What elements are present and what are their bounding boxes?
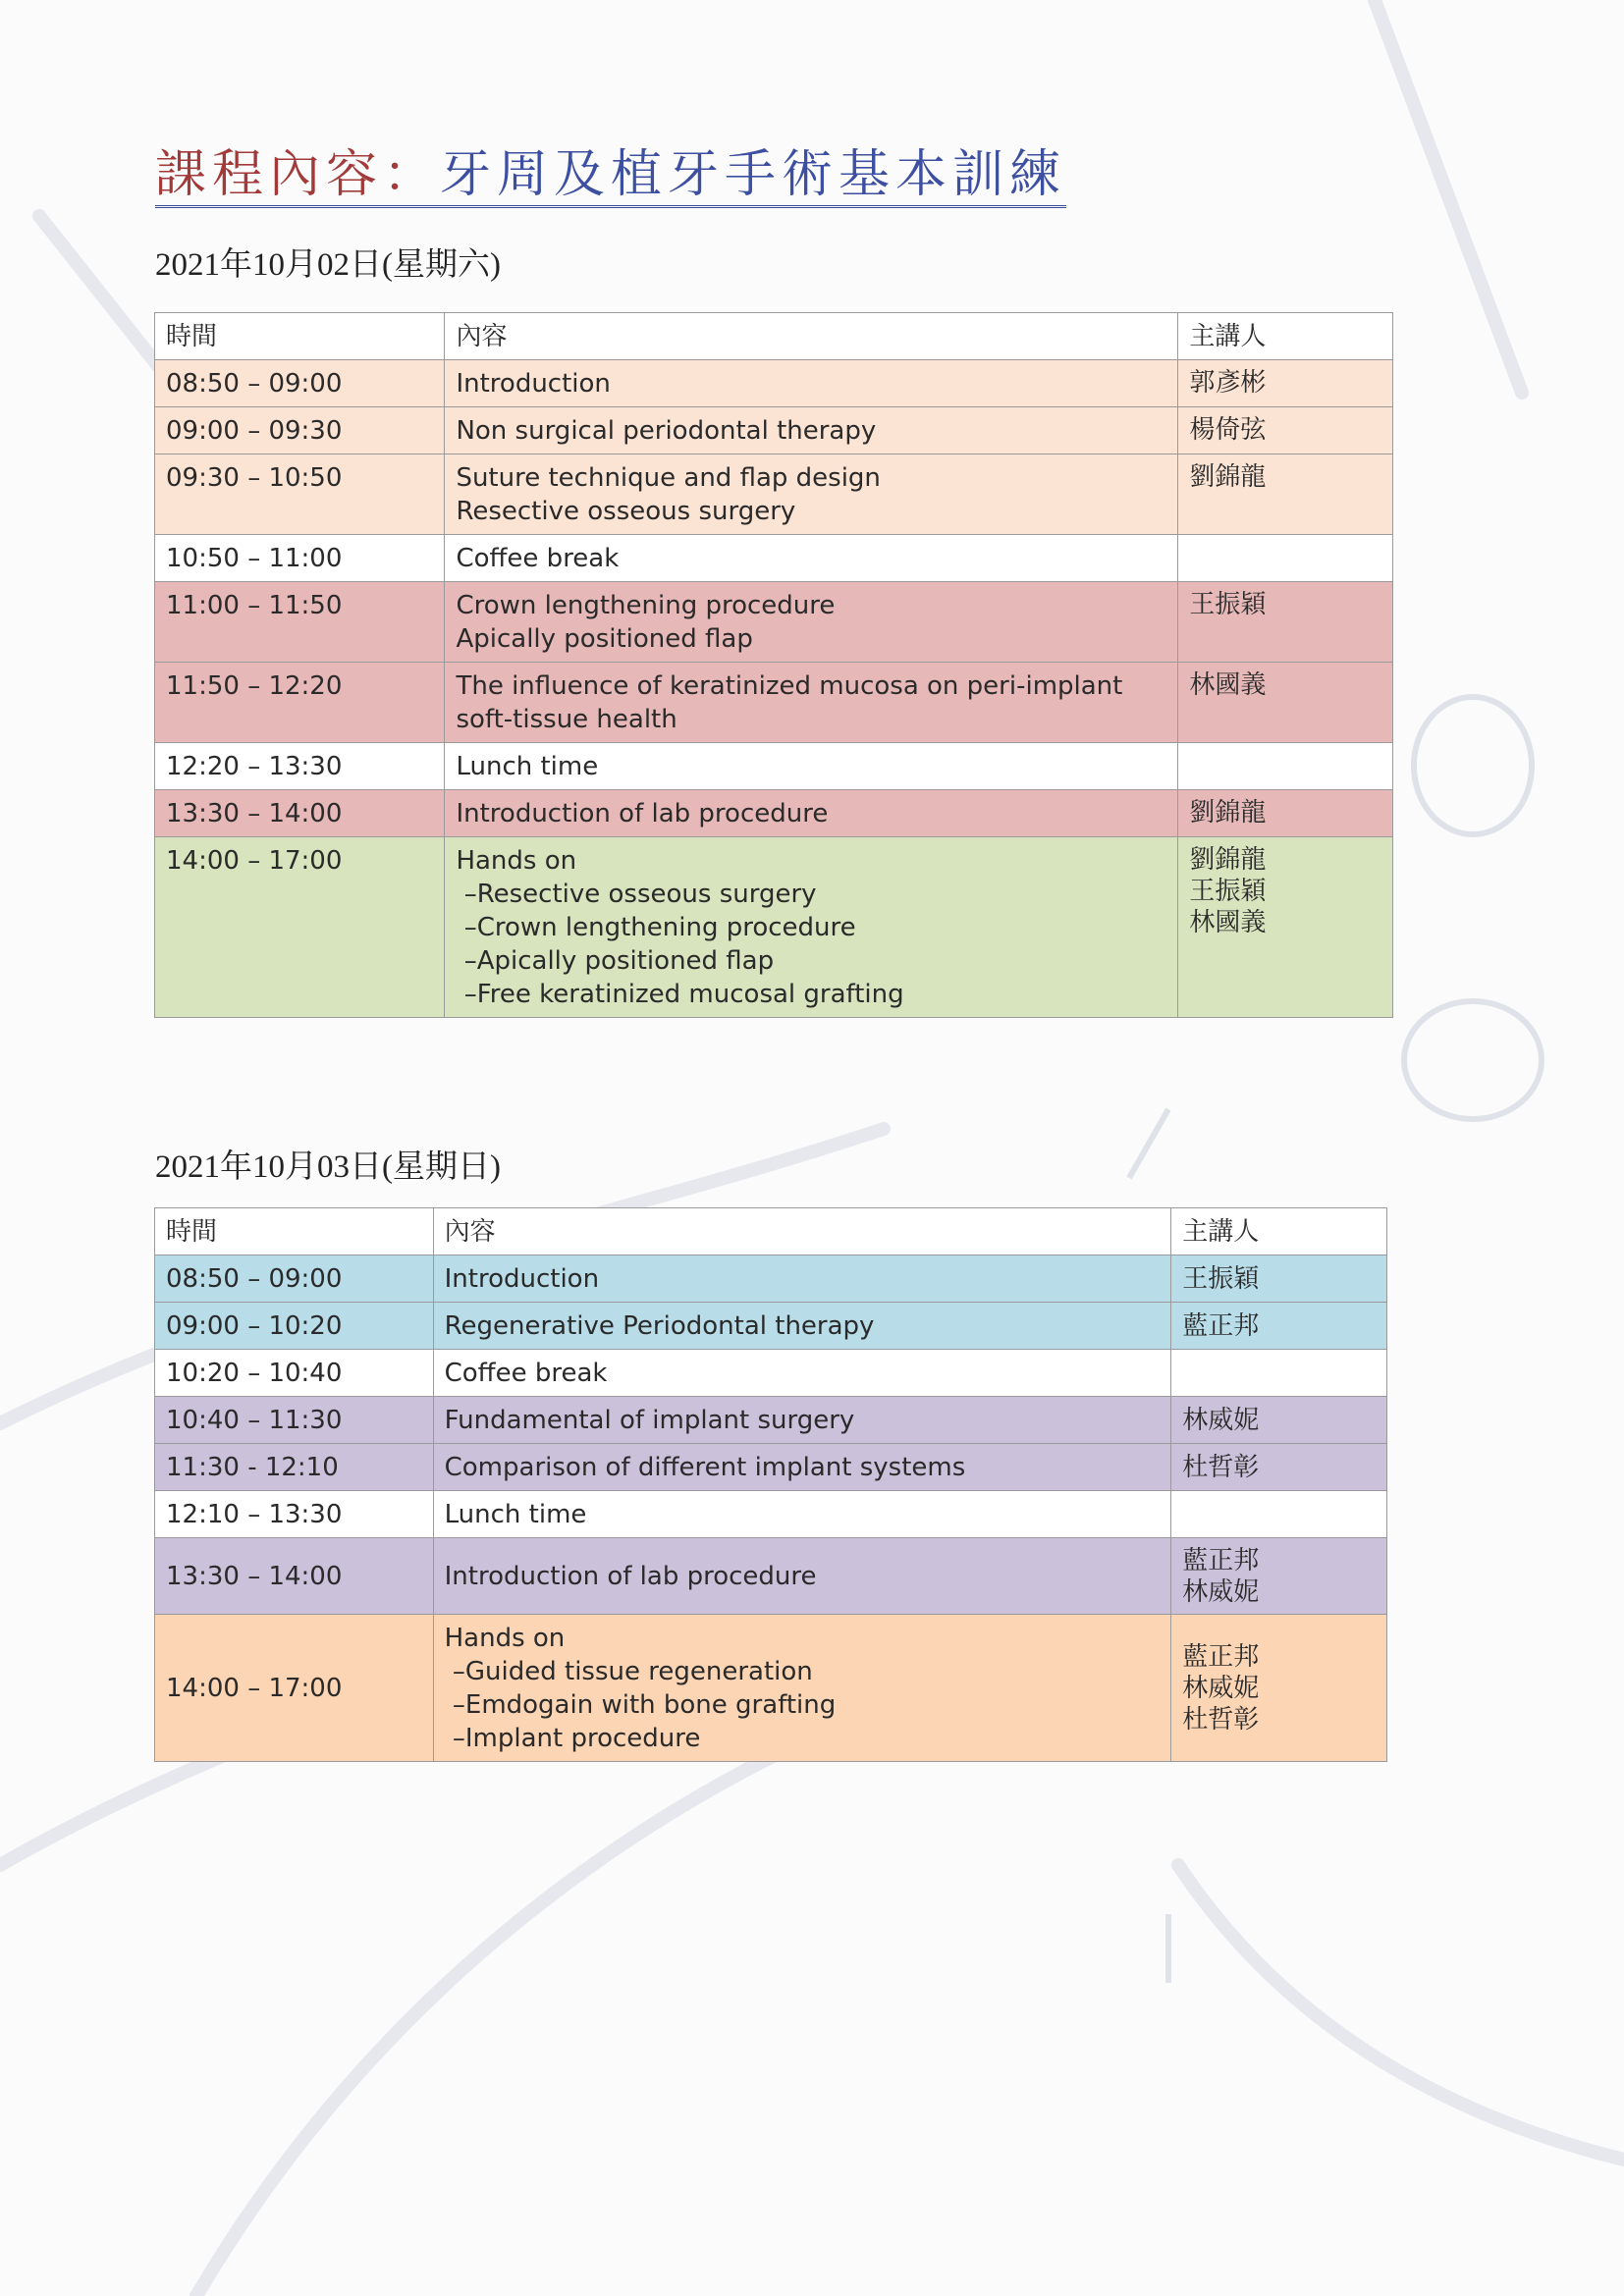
speaker-line: 劉錦龍 (1189, 845, 1267, 875)
content-line: Suture technique and flap design (456, 463, 881, 493)
content-lines (445, 1357, 1162, 1390)
row-content (445, 454, 1178, 535)
speaker-lines (1182, 1357, 1377, 1388)
content-lines (456, 844, 1167, 1011)
schedule-row (155, 1397, 1387, 1444)
speaker-lines (1182, 1641, 1377, 1735)
day1-schedule-table (154, 312, 1393, 1018)
row-time: 09:00 – 10:20 (155, 1303, 434, 1350)
speaker-line: 林威妮 (1182, 1406, 1260, 1435)
row-speaker (1178, 837, 1393, 1018)
speaker-line: 林國義 (1189, 908, 1267, 937)
row-time: 08:50 – 09:00 (155, 360, 445, 407)
row-content (433, 1615, 1171, 1762)
schedule-row (155, 582, 1393, 663)
row-time: 10:50 – 11:00 (155, 535, 445, 582)
content-lines (445, 1622, 1162, 1755)
content-line: Non surgical periodontal therapy (456, 416, 877, 446)
speaker-lines (1182, 1545, 1377, 1608)
schedule-row (155, 663, 1393, 743)
content-line: Hands on (444, 1624, 566, 1653)
content-line: Comparison of different implant systems (444, 1453, 966, 1482)
row-speaker (1171, 1615, 1387, 1762)
content-lines (445, 1560, 1162, 1593)
content-line: Lunch time (456, 752, 599, 781)
row-time: 08:50 – 09:00 (155, 1255, 434, 1303)
row-time: 13:30 – 14:00 (155, 1538, 434, 1615)
row-time: 13:30 – 14:00 (155, 790, 445, 837)
row-speaker (1171, 1538, 1387, 1615)
header-time: 時間 (155, 313, 445, 360)
content-lines (456, 669, 1167, 736)
speaker-line: 藍正邦 (1182, 1642, 1260, 1672)
schedule-row (155, 454, 1393, 535)
day2-date: 2021年10月03日(星期日) (155, 1149, 501, 1185)
row-content (445, 582, 1178, 663)
speaker-line: 林國義 (1189, 670, 1267, 700)
table-header-row (155, 1208, 1387, 1255)
schedule-row (155, 407, 1393, 454)
row-content (445, 743, 1178, 790)
content-lines (445, 1404, 1162, 1437)
row-time: 14:00 – 17:00 (155, 837, 445, 1018)
content-line: –Implant procedure (444, 1724, 701, 1753)
speaker-lines (1189, 750, 1382, 781)
title-course-name: 牙周及植牙手術基本訓練 (440, 145, 1067, 204)
row-speaker (1178, 407, 1393, 454)
row-content (433, 1397, 1171, 1444)
header-speaker: 主講人 (1171, 1208, 1387, 1255)
speaker-line: 楊倚弦 (1189, 415, 1267, 445)
content-line: Introduction (444, 1264, 600, 1294)
row-time: 12:20 – 13:30 (155, 743, 445, 790)
content-lines (456, 542, 1167, 575)
row-speaker (1171, 1350, 1387, 1397)
speaker-lines (1189, 461, 1382, 493)
schedule-row (155, 1255, 1387, 1303)
content-line: Fundamental of implant surgery (444, 1406, 855, 1435)
speaker-line: 藍正邦 (1182, 1546, 1260, 1575)
speaker-line: 林威妮 (1182, 1577, 1260, 1607)
content-line: Introduction of lab procedure (456, 799, 829, 828)
speaker-lines (1189, 669, 1382, 701)
row-time: 10:40 – 11:30 (155, 1397, 434, 1444)
page-title (155, 147, 1066, 208)
row-time: 10:20 – 10:40 (155, 1350, 434, 1397)
content-lines (445, 1309, 1162, 1343)
content-line: Apically positioned flap (456, 624, 753, 654)
speaker-line: 王振穎 (1189, 590, 1267, 619)
speaker-lines (1182, 1452, 1377, 1483)
row-content (433, 1444, 1171, 1491)
row-time: 11:50 – 12:20 (155, 663, 445, 743)
speaker-line (1189, 750, 1382, 781)
content-line: The influence of keratinized mucosa on peri-implant (456, 671, 1123, 701)
speaker-line: 劉錦龍 (1189, 798, 1267, 828)
content-line: –Apically positioned flap (456, 946, 775, 976)
content-line: –Guided tissue regeneration (444, 1657, 813, 1686)
speaker-lines (1189, 414, 1382, 446)
content-line: –Crown lengthening procedure (456, 913, 856, 942)
schedule-row (155, 1444, 1387, 1491)
speaker-line: 杜哲彰 (1182, 1705, 1260, 1735)
content-lines (445, 1498, 1162, 1531)
speaker-lines (1182, 1310, 1377, 1342)
day2-schedule-table (154, 1207, 1387, 1762)
day1-date: 2021年10月02日(星期六) (155, 247, 501, 283)
content-lines (456, 589, 1167, 656)
speaker-lines (1189, 589, 1382, 620)
content-line: –Emdogain with bone grafting (444, 1690, 837, 1720)
speaker-line (1182, 1498, 1377, 1529)
speaker-lines (1189, 367, 1382, 399)
speaker-line: 王振穎 (1189, 877, 1267, 906)
row-time: 11:00 – 11:50 (155, 582, 445, 663)
speaker-lines (1182, 1498, 1377, 1529)
schedule-row (155, 743, 1393, 790)
row-speaker (1171, 1255, 1387, 1303)
content-line: Resective osseous surgery (456, 497, 796, 526)
content-line: soft-tissue health (456, 705, 677, 734)
speaker-line: 王振穎 (1182, 1264, 1260, 1294)
speaker-line: 劉錦龍 (1189, 462, 1267, 492)
row-speaker (1178, 535, 1393, 582)
schedule-row (155, 1303, 1387, 1350)
content-line: Hands on (456, 846, 577, 876)
row-time: 09:00 – 09:30 (155, 407, 445, 454)
row-content (445, 360, 1178, 407)
speaker-line: 郭彥彬 (1189, 368, 1267, 398)
speaker-line (1189, 542, 1382, 573)
row-content (433, 1350, 1171, 1397)
content-lines (456, 461, 1167, 528)
content-line: –Free keratinized mucosal grafting (456, 980, 904, 1009)
header-speaker: 主講人 (1178, 313, 1393, 360)
row-content (433, 1538, 1171, 1615)
speaker-lines (1189, 542, 1382, 573)
header-content: 內容 (433, 1208, 1171, 1255)
row-content (445, 407, 1178, 454)
row-speaker (1178, 454, 1393, 535)
schedule-row (155, 1350, 1387, 1397)
schedule-row (155, 360, 1393, 407)
row-speaker (1171, 1444, 1387, 1491)
row-time: 09:30 – 10:50 (155, 454, 445, 535)
row-speaker (1178, 663, 1393, 743)
row-time: 11:30 - 12:10 (155, 1444, 434, 1491)
row-content (433, 1255, 1171, 1303)
schedule-row (155, 1491, 1387, 1538)
row-content (445, 837, 1178, 1018)
schedule-row (155, 1538, 1387, 1615)
speaker-lines (1189, 844, 1382, 938)
row-content (445, 790, 1178, 837)
row-speaker (1171, 1491, 1387, 1538)
content-lines (445, 1262, 1162, 1296)
row-time: 14:00 – 17:00 (155, 1615, 434, 1762)
speaker-line: 杜哲彰 (1182, 1453, 1260, 1482)
row-speaker (1178, 790, 1393, 837)
header-content: 內容 (445, 313, 1178, 360)
content-line: Introduction of lab procedure (444, 1562, 817, 1591)
speaker-lines (1182, 1263, 1377, 1295)
content-line: Regenerative Periodontal therapy (444, 1311, 875, 1341)
schedule-row (155, 535, 1393, 582)
row-content (445, 535, 1178, 582)
row-speaker (1178, 582, 1393, 663)
row-time: 12:10 – 13:30 (155, 1491, 434, 1538)
schedule-row (155, 1615, 1387, 1762)
speaker-line: 藍正邦 (1182, 1311, 1260, 1341)
content-lines (445, 1451, 1162, 1484)
speaker-lines (1189, 797, 1382, 828)
content-lines (456, 797, 1167, 830)
content-lines (456, 414, 1167, 448)
content-line: Crown lengthening procedure (456, 591, 836, 620)
content-line: Introduction (456, 369, 611, 399)
row-content (445, 663, 1178, 743)
row-content (433, 1303, 1171, 1350)
schedule-row (155, 837, 1393, 1018)
schedule-row (155, 790, 1393, 837)
table-header-row (155, 313, 1393, 360)
speaker-line (1182, 1357, 1377, 1388)
content-lines (456, 367, 1167, 400)
row-speaker (1178, 743, 1393, 790)
speaker-lines (1182, 1405, 1377, 1436)
header-time: 時間 (155, 1208, 434, 1255)
row-content (433, 1491, 1171, 1538)
content-lines (456, 750, 1167, 783)
content-line: Coffee break (456, 544, 620, 573)
content-line: Lunch time (444, 1500, 587, 1529)
title-prefix: 課程內容： (155, 145, 441, 204)
row-speaker (1171, 1397, 1387, 1444)
content-line: –Resective osseous surgery (456, 880, 817, 909)
row-speaker (1178, 360, 1393, 407)
content-line: Coffee break (444, 1359, 608, 1388)
row-speaker (1171, 1303, 1387, 1350)
speaker-line: 林威妮 (1182, 1674, 1260, 1703)
